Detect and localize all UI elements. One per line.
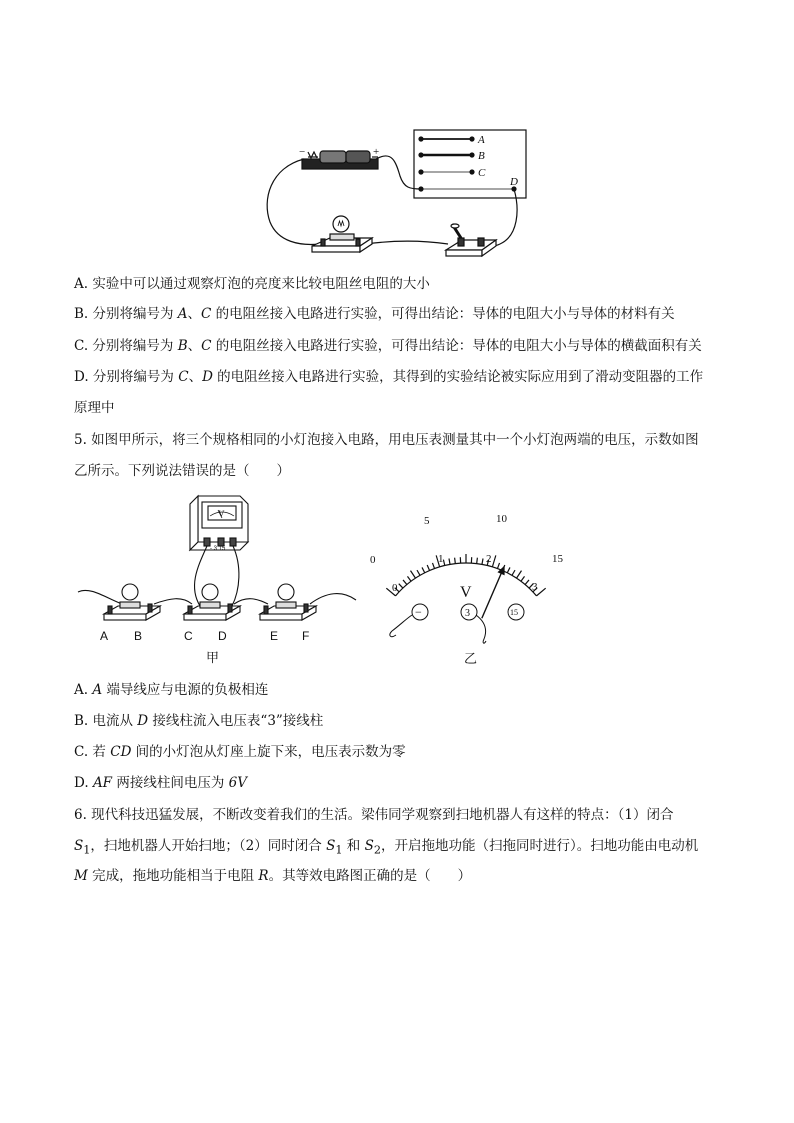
figure-yi [366,505,566,665]
figure-jia [70,490,370,670]
q4-option-b: B. 分别将编号为 A、C 的电阻丝接入电路进行实验，可得出结论：导体的电阻大小与导体的材料有关 [74,306,675,322]
dial-tick [407,576,411,581]
wire-label-d: D [510,176,518,188]
dial-tick [507,567,510,572]
dial-tick [497,563,499,569]
dial-tick [521,576,525,581]
wire-label-a: A [478,134,485,146]
terminal-label-a: A [100,629,109,643]
dial-tick [492,555,495,566]
terminal-15-label: 15 [510,608,518,617]
q5-option-c: C. 若 CD 间的小灯泡从灯座上旋下来，电压表示数为零 [74,744,406,760]
dial-tick [443,560,444,566]
dial-tick [399,584,403,588]
terminal-label-c: C [184,629,193,643]
dial-tick [455,558,456,564]
dial-tick [449,558,450,564]
dial-tick [525,580,529,585]
battery-cell [320,151,346,163]
resistance-experiment-figure [0,0,794,270]
dial-tick [477,558,478,564]
battery-cell [346,151,370,163]
dial-tick [517,571,522,579]
wire-label-b: B [478,150,485,162]
dial-tick [403,580,407,585]
dial-unit: V [460,584,472,601]
q4-option-d: D. 分别将编号为 C、D 的电阻丝接入电路进行实验，其得到的实验结论被实际应用到了滑动变阻器的工作 [74,369,704,385]
q5-stem-line2: 乙所示。下列说法错误的是（ ） [74,463,290,479]
q5-stem-line1: 5. 如图甲所示，将三个规格相同的小灯泡接入电路，用电压表测量其中一个小灯泡两端的电压，示数如图 [74,432,699,448]
dial-tick [427,565,429,571]
dial-tick [536,588,545,596]
q6-stem-line2: $S_1$，扫地机器人开始扫地；（2）同时闭合 $S_1$ 和 $S_2$，开启拖地功能（扫拖同时进行）。扫地功能由电动机 [74,838,699,857]
terminal-negative-label: − [415,605,422,619]
terminal-3-label: 3 [465,608,470,619]
outer-scale-5: 5 [424,515,430,527]
voltmeter-terminal-labels: - 3 15 [210,546,226,552]
inner-scale-3: 3 [532,581,538,593]
battery-minus-label: − [299,146,306,158]
dial-tick [417,570,420,575]
bulb-icon [202,584,218,600]
dial-tick [482,558,483,564]
dial-pointer [482,567,504,618]
outer-scale-0: 0 [370,554,376,566]
inner-scale-2: 2 [486,553,492,565]
dial-tick [432,563,434,569]
dial-tick [512,570,515,575]
q6-stem-line1: 6. 现代科技迅猛发展，不断改变着我们的生活。梁伟同学观察到扫地机器人有这样的特点：（1）闭合 [74,807,674,823]
figure-yi-caption: 乙 [464,651,478,665]
bulb-icon [278,584,294,600]
q4-option-a: A. 实验中可以通过观察灯泡的亮度来比较电阻丝电阻的大小 [74,276,430,292]
voltmeter-unit: V [218,509,225,519]
terminal-label-d: D [218,629,227,643]
battery-plus-label: + [373,146,380,158]
inner-scale-1: 1 [438,553,444,565]
figure-jia-caption: 甲 [206,650,220,665]
terminal-label-b: B [134,629,143,643]
wire-label-c: C [478,167,486,179]
outer-scale-10: 10 [496,513,507,525]
q5-option-a: A. A 端导线应与电源的负极相连 [74,682,269,698]
dial-tick [422,567,425,572]
q5-option-d: D. AF 两接线柱间电压为 6V [74,775,247,791]
q6-stem-line3: M 完成，拖地功能相当于电阻 R。其等效电路图正确的是（ ） [74,868,472,884]
bulb-icon [122,584,138,600]
dial-pointer-head [498,567,504,575]
q4-option-c: C. 分别将编号为 B、C 的电阻丝接入电路进行实验，可得出结论：导体的电阻大小与导体的横截面积有关 [74,338,702,354]
bulb-icon [333,216,349,232]
q5-option-b: B. 电流从 D 接线柱流入电压表“3”接线柱 [74,713,324,729]
terminal-label-e: E [270,629,279,643]
q4-option-d-continued: 原理中 [74,400,115,416]
terminal-label-f: F [302,629,310,643]
outer-scale-15: 15 [552,553,563,565]
dial-tick [410,571,415,579]
inner-scale-0: 0 [392,582,398,594]
